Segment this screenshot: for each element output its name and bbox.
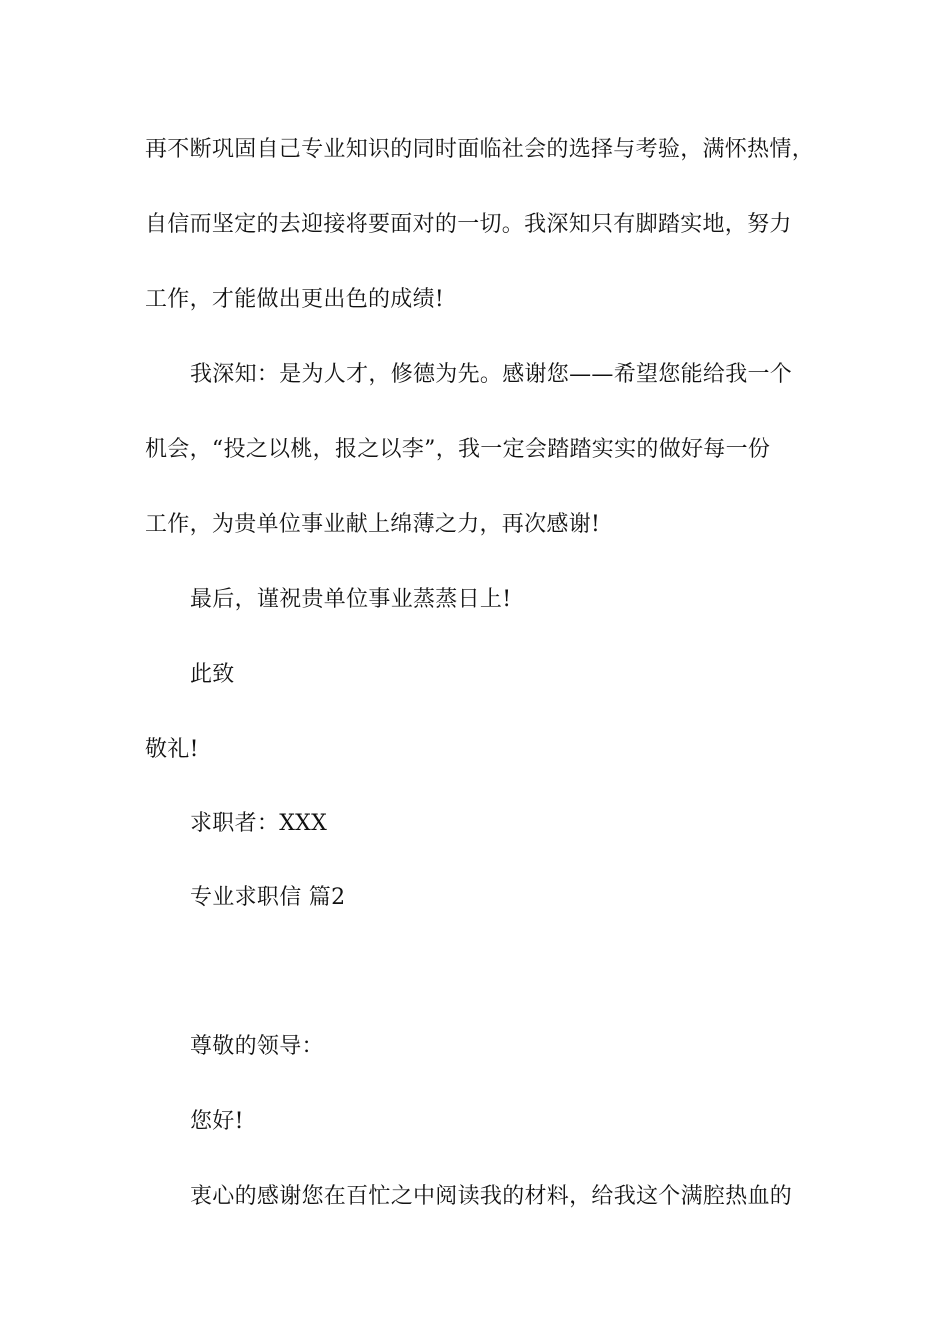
letter-hello: 您好! <box>190 1109 244 1134</box>
letter-greeting: 尊敬的领导： <box>190 1034 324 1059</box>
salutation-regards: 敬礼! <box>145 737 199 762</box>
paragraph-line: 衷心的感谢您在百忙之中阅读我的材料，给我这个满腔热血的 <box>190 1184 793 1209</box>
salutation-closing: 此致 <box>190 662 235 687</box>
paragraph-line: 我深知：是为人才，修德为先。感谢您——希望您能给我一个 <box>190 362 793 387</box>
paragraph-line: 自信而坚定的去迎接将要面对的一切。我深知只有脚踏实地，努力 <box>145 212 792 237</box>
paragraph-line: 工作，才能做出更出色的成绩! <box>145 287 445 312</box>
signature-line: 求职者：XXX <box>190 811 328 836</box>
section-title: 专业求职信 篇2 <box>190 885 346 910</box>
paragraph-line: 机会，“投之以桃，报之以李”，我一定会踏踏实实的做好每一份 <box>145 437 771 462</box>
paragraph-line: 工作，为贵单位事业献上绵薄之力，再次感谢! <box>145 512 601 537</box>
paragraph-line: 再不断巩固自己专业知识的同时面临社会的选择与考验，满怀热情， <box>145 137 815 162</box>
closing-wish: 最后，谨祝贵单位事业蒸蒸日上! <box>190 587 512 612</box>
